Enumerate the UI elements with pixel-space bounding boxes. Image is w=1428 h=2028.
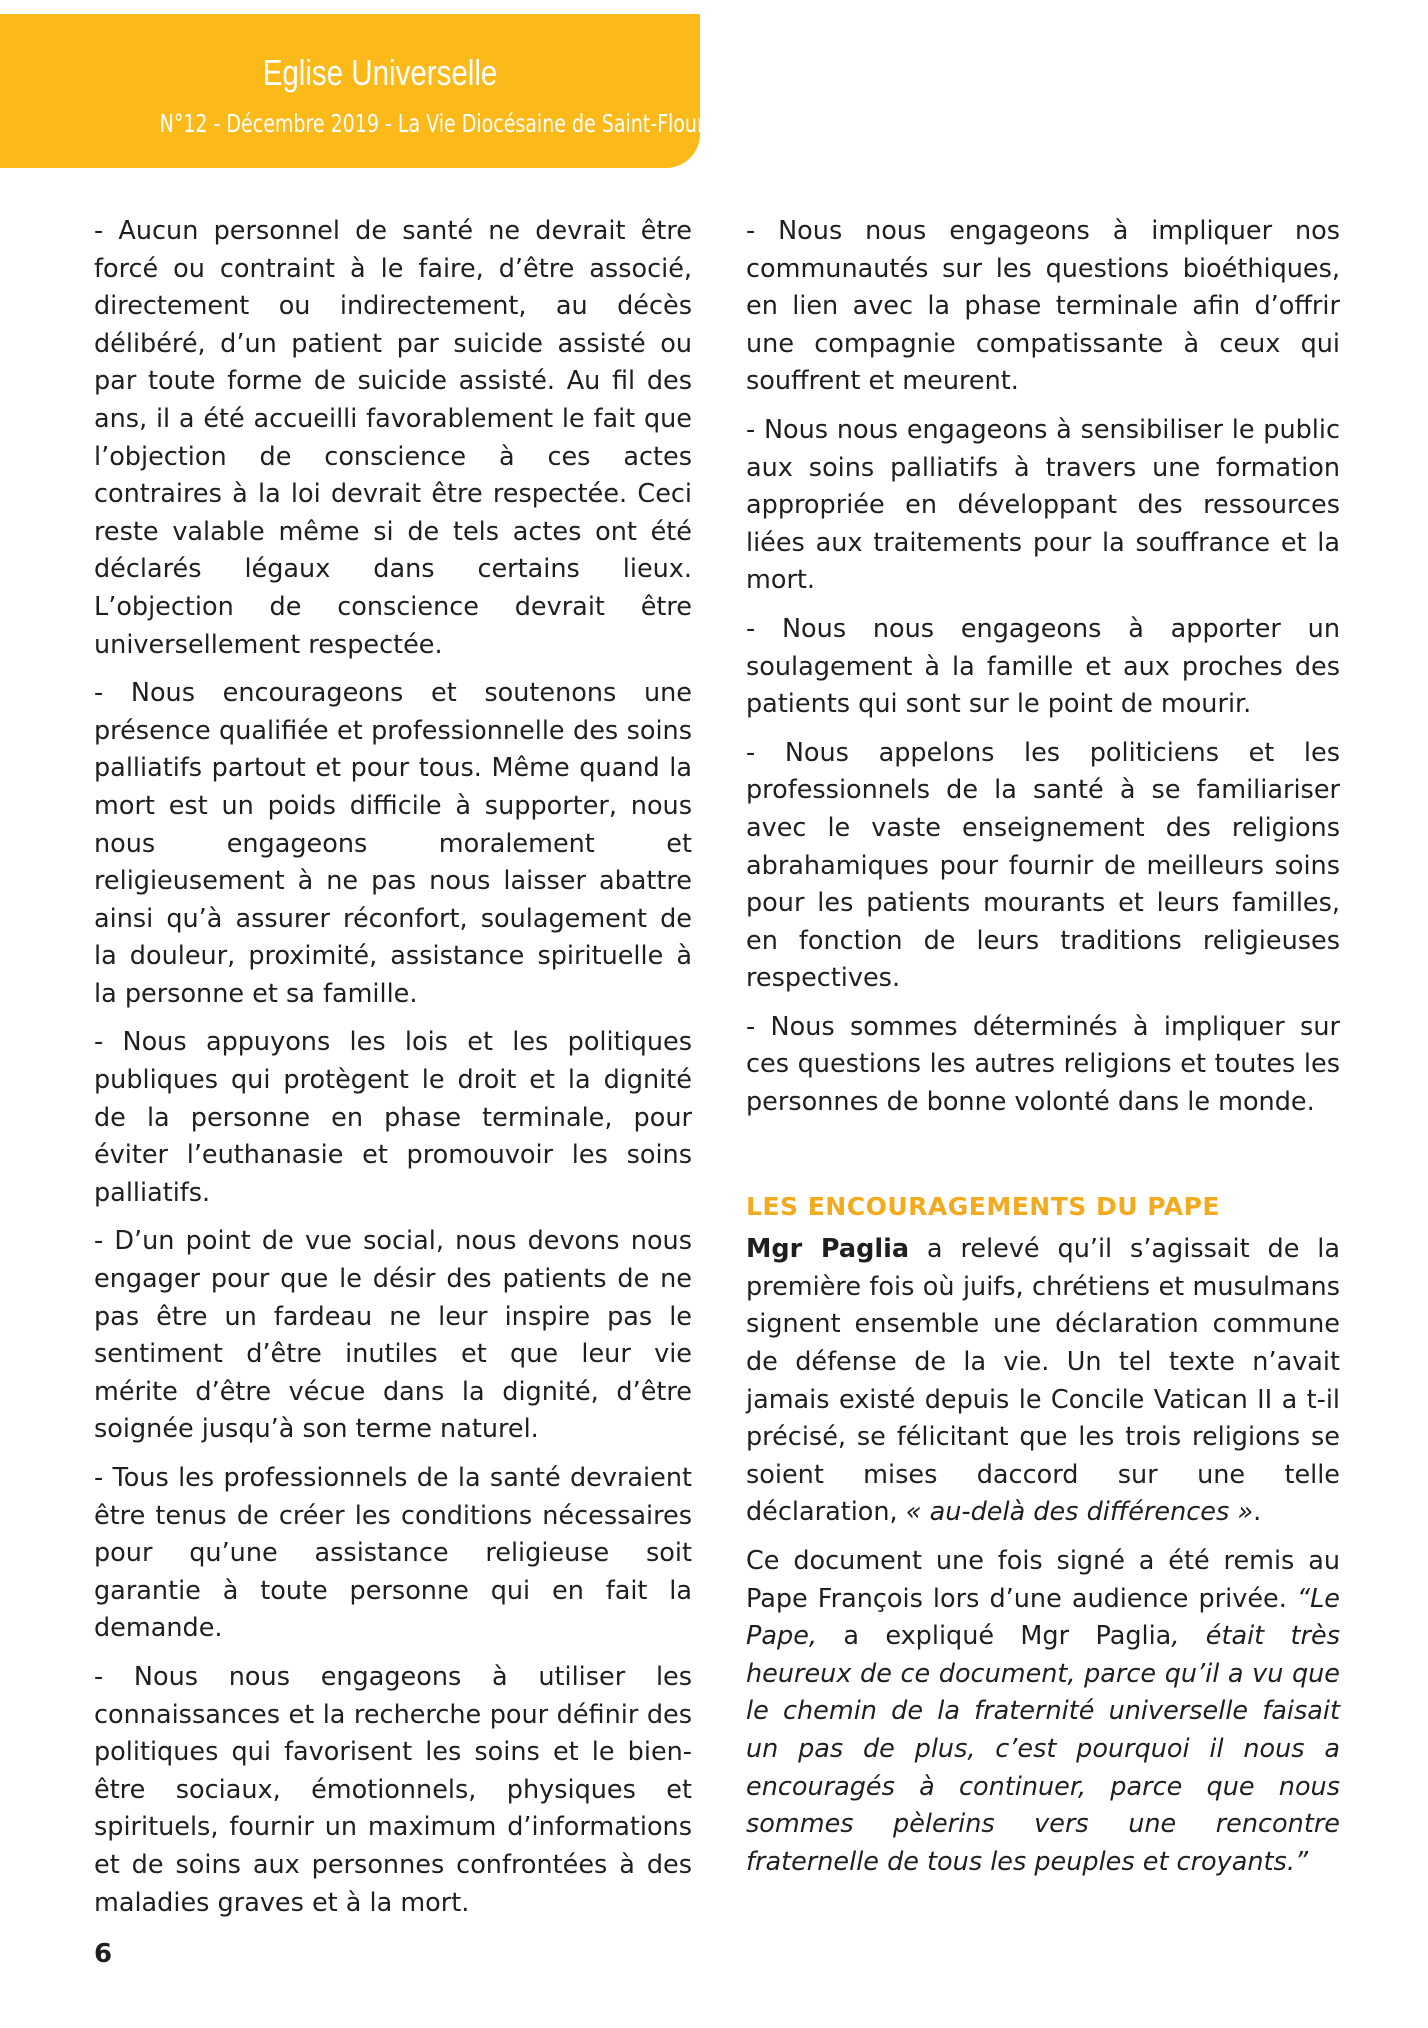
italic-quote: “Le Pape, (746, 1583, 1340, 1652)
italic-quote: , était très heureux de ce document, parce qu’il a vu que le chemin de la fraternité universelle faisait un pas de plus, c’est pourquoi il nous a encouragés à continuer, parce que nous sommes pèlerins vers une rencontre fraternelle de tous les peuples et croyants.” (746, 1621, 1340, 1877)
text-run: Ce document une fois signé a été remis au Pape François lors d’une audience privée. (746, 1546, 1340, 1614)
paragraph-pope (746, 1543, 1340, 1881)
paragraph: - Nous nous engageons à apporter un soulagement à la famille et aux proches des patients qui sont sur le point de mourir. (746, 613, 1340, 720)
section-heading: LES ENCOURAGEMENTS DU PAPE (746, 1191, 1220, 1221)
italic-quote: « au-delà des différences » (905, 1497, 1254, 1528)
paragraph: - Aucun personnel de santé ne devrait être forcé ou contraint à le faire, d’être associé, directement ou indirectement, au décès délibéré, d’un patient par suicide assisté ou par toute forme de suicide assisté. Au fil des ans, il a été accueilli favorablement le fait que l’objection de conscience à ces actes contraires à la loi devrait être respectée. Ceci reste valable même si de tels actes ont été déclarés légaux dans certains lieux. L’objection de conscience devrait être universellement respectée. (94, 216, 692, 660)
paragraph: - Nous appelons les politiciens et les professionnels de la santé à se familiariser avec le vaste enseignement des religions abrahamiques pour fournir de meilleurs soins pour les patients mourants et leurs familles, en fonction de leurs traditions religieuses respectives. (746, 737, 1340, 994)
bold-name: Mgr Paglia (746, 1234, 910, 1265)
paragraph: - Nous appuyons les lois et les politiques publiques qui protègent le droit et la dignité de la personne en phase terminale, pour éviter l’euthanasie et promouvoir les soins palliatifs. (94, 1027, 692, 1208)
paragraph: - Nous nous engageons à impliquer nos communautés sur les questions bioéthiques, en lien avec la phase terminale afin d’offrir une compagnie compatissante à ceux qui souffrent et meurent. (746, 216, 1340, 397)
paragraph-paglia (746, 1231, 1340, 1532)
left-column (94, 213, 692, 1933)
paragraph: - Nous nous engageons à sensibiliser le public aux soins palliatifs à travers une formation appropriée en développant des ressources liées aux traitements pour la souffrance et la mort. (746, 414, 1340, 596)
right-column (746, 213, 1340, 1892)
paragraph: - D’un point de vue social, nous devons nous engager pour que le désir des patients de ne pas être un fardeau ne leur inspire pas le sentiment d’être inutiles et que leur vie mérite d’être vécue dans la dignité, d’être soignée jusqu’à son terme naturel. (94, 1226, 692, 1445)
publication-issue: N°12 - Décembre 2019 - La Vie Diocésaine de Saint-Flour (159, 109, 705, 138)
publication-title: Eglise Universelle (262, 52, 498, 93)
text-run: a expliqué Mgr Paglia (816, 1621, 1172, 1652)
paragraph: - Tous les professionnels de la santé devraient être tenus de créer les conditions nécessaires pour qu’une assistance religieuse soit garantie à toute personne qui en fait la demande. (94, 1463, 692, 1644)
paragraph: - Nous nous engageons à utiliser les connaissances et la recherche pour définir des politiques qui favorisent les soins et le bien-être sociaux, émotionnels, physiques et spirituels, fournir un maximum d’informations et de soins aux personnes confrontées à des maladies graves et à la mort. (94, 1661, 692, 1918)
header-banner (0, 14, 705, 168)
text-run: . (1253, 1497, 1262, 1528)
paragraph: - Nous encourageons et soutenons une présence qualifiée et professionnelle des soins palliatifs partout et pour tous. Même quand la mort est un poids difficile à supporter, nous nous engageons moralement et religieusement à ne pas nous laisser abattre ainsi qu’à assurer réconfort, soulagement de la douleur, proximité, assistance spirituelle à la personne et sa famille. (94, 678, 692, 1009)
paragraph: - Nous sommes déterminés à impliquer sur ces questions les autres religions et toutes les personnes de bonne volonté dans le monde. (746, 1011, 1340, 1118)
text-run: a relevé qu’il s’agissait de la première fois où juifs, chrétiens et musulmans signent ensemble une déclaration commune de défense de la vie. Un tel texte n’avait jamais existé depuis le Concile Vatican II a t-il précisé, se félicitant que les trois religions se soient mises daccord sur une telle déclaration, (746, 1234, 1340, 1528)
page-number: 6 (94, 1939, 113, 1969)
